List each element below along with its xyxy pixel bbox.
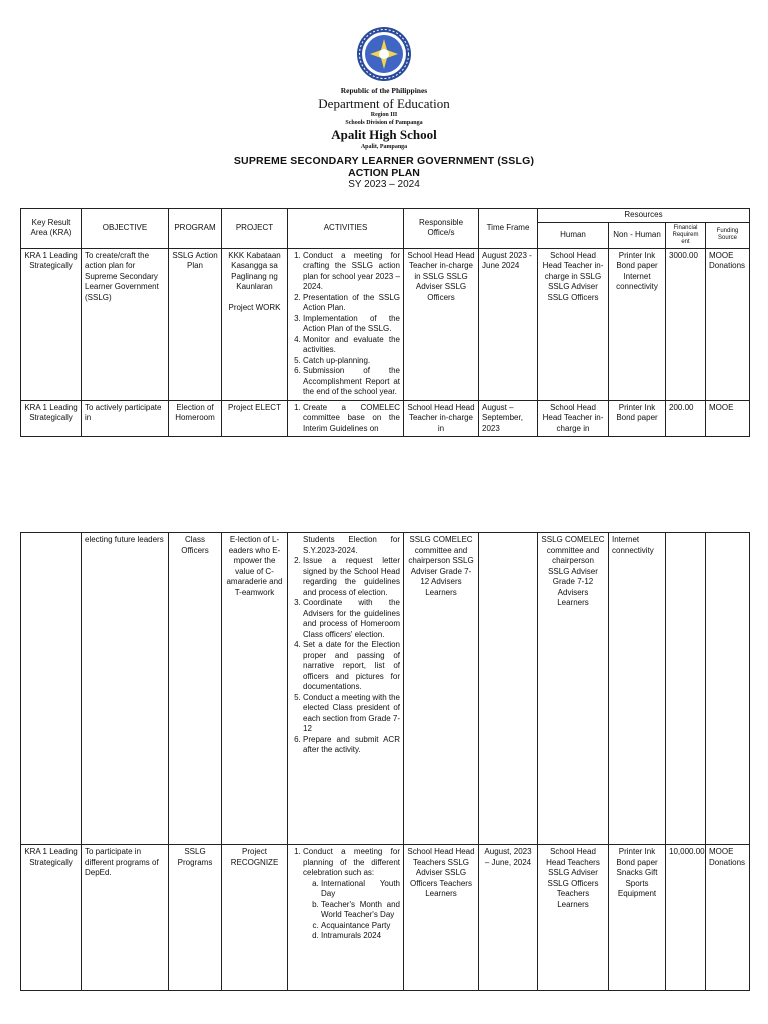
cell-activities	[288, 248, 404, 400]
activity-item	[303, 847, 400, 942]
cell-funding: MOOE	[706, 400, 750, 437]
division-line: Schools Division of Pampanga	[345, 120, 423, 126]
school-name: Apalit High School	[331, 127, 437, 142]
cell-program: Class Officers	[169, 533, 222, 845]
activity-item: 1. Create a COMELEC committee base on the Interim Guidelines on	[303, 403, 400, 435]
cell-program: Election of Homeroom	[169, 400, 222, 437]
cell-kra: KRA 1 Leading Strategically	[21, 248, 82, 400]
cell-financial: 3000.00	[666, 248, 706, 400]
activity-item: 5. Conduct a meeting with the elected Class president of each section from Grade 7-12	[303, 693, 400, 735]
activity-item: 3. Implementation of the Action Plan of the SSLG.	[303, 314, 400, 335]
sub-activity-item: d. Intramurals 2024	[321, 931, 400, 942]
sub-activity-item: b. Teacher's Month and World Teacher's Day	[321, 900, 400, 921]
header-responsible: Responsible Office/s	[404, 209, 479, 249]
sub-activity-item: a. International Youth Day	[321, 879, 400, 900]
document-page-1	[0, 0, 768, 500]
header-objective: OBJECTIVE	[82, 209, 169, 249]
cell-responsible: School Head Head Teacher in-charge in SSLG SSLG Adviser SSLG Officers	[404, 248, 479, 400]
header-nonhuman: Non - Human	[609, 222, 666, 248]
header-financial: Financial Requirem ent	[666, 222, 706, 248]
title-line-2: ACTION PLAN	[348, 167, 420, 179]
cell-objective: To actively participate in	[82, 400, 169, 437]
cell-timeframe	[479, 533, 538, 845]
cell-funding	[706, 533, 750, 845]
table-row	[21, 400, 750, 437]
document-page-2	[0, 500, 768, 1024]
cell-funding: MOOE Donations	[706, 248, 750, 400]
activity-text: Conduct a meeting for planning of the different celebration such as:	[303, 847, 400, 877]
header-activities: ACTIVITIES	[288, 209, 404, 249]
activity-item: 2. Issue a request letter signed by the School Head regarding the guidelines and process of election.	[303, 556, 400, 598]
cell-nonhuman: Printer Ink Bond paper Snacks Gift Sports Equipment	[609, 845, 666, 991]
table-row	[21, 533, 750, 845]
cell-project: E-lection of L-eaders who E-mpower the value of C-amaraderie and T-eamwork	[222, 533, 288, 845]
cell-financial	[666, 533, 706, 845]
cell-responsible: School Head Head Teachers SSLG Adviser SSLG Officers Teachers Learners	[404, 845, 479, 991]
cell-project: Project RECOGNIZE	[222, 845, 288, 991]
cell-program: SSLG Action Plan	[169, 248, 222, 400]
school-location: Apalit, Pampanga	[360, 144, 408, 150]
cell-project: Project ELECT	[222, 400, 288, 437]
cell-nonhuman: Internet connectivity	[609, 533, 666, 845]
activity-item: 4. Set a date for the Election proper and passing of narrative report, list of officers and pictures for documentations.	[303, 640, 400, 693]
cell-timeframe: August – September, 2023	[479, 400, 538, 437]
letterhead	[0, 26, 768, 151]
header-human: Human	[538, 222, 609, 248]
header-project: PROJECT	[222, 209, 288, 249]
cell-activities	[288, 400, 404, 437]
cell-financial: 10,000.00	[666, 845, 706, 991]
header-program: PROGRAM	[169, 209, 222, 249]
cell-kra: KRA 1 Leading Strategically	[21, 400, 82, 437]
action-plan-table-page-2	[20, 532, 750, 991]
cell-objective: To participate in different programs of DepEd.	[82, 845, 169, 991]
document-titles	[0, 155, 768, 191]
region-line: Region III	[370, 112, 398, 118]
cell-responsible: School Head Head Teacher in-charge in	[404, 400, 479, 437]
cell-funding: MOOE Donations	[706, 845, 750, 991]
school-year: SY 2023 – 2024	[348, 179, 420, 190]
department-line: Department of Education	[318, 96, 450, 111]
cell-project	[222, 248, 288, 400]
cell-responsible: SSLG COMELEC committee and chairperson SSLG Adviser Grade 7-12 Advisers Learners	[404, 533, 479, 845]
cell-human: School Head Head Teacher in-charge in SSLG SSLG Adviser SSLG Officers	[538, 248, 609, 400]
cell-financial: 200.00	[666, 400, 706, 437]
activity-item: 4. Monitor and evaluate the activities.	[303, 335, 400, 356]
cell-kra: KRA 1 Leading Strategically	[21, 845, 82, 991]
cell-objective: electing future leaders	[82, 533, 169, 845]
cell-kra	[21, 533, 82, 845]
deped-seal-icon	[356, 26, 412, 82]
republic-line: Republic of the Philippines	[340, 86, 428, 95]
activity-item: 2. Presentation of the SSLG Action Plan.	[303, 293, 400, 314]
project-name: KKK Kabataan Kasangga sa Paglinang ng Kaunlaran	[228, 250, 281, 291]
cell-program: SSLG Programs	[169, 845, 222, 991]
cell-activities	[288, 845, 404, 991]
cell-human: SSLG COMELEC committee and chairperson SSLG Adviser Grade 7-12 Advisers Learners	[538, 533, 609, 845]
header-timeframe: Time Frame	[479, 209, 538, 249]
table-row	[21, 845, 750, 991]
activity-item: 6. Prepare and submit ACR after the activity.	[303, 735, 400, 756]
activity-continued: Students Election for S.Y.2023-2024.	[303, 535, 400, 555]
table-row	[21, 248, 750, 400]
cell-timeframe: August 2023 - June 2024	[479, 248, 538, 400]
cell-objective: To create/craft the action plan for Supreme Secondary Learner Government (SSLG)	[82, 248, 169, 400]
activity-item: 6. Submission of the Accomplishment Report at the end of the school year.	[303, 366, 400, 398]
cell-timeframe: August, 2023 – June, 2024	[479, 845, 538, 991]
project-name: Project WORK	[228, 303, 281, 312]
cell-nonhuman: Printer Ink Bond paper Internet connectivity	[609, 248, 666, 400]
action-plan-table-page-1	[20, 208, 750, 437]
activity-item: 1. Conduct a meeting for crafting the SSLG action plan for school year 2023 – 2024.	[303, 251, 400, 293]
cell-nonhuman: Printer Ink Bond paper	[609, 400, 666, 437]
sub-activity-item: c. Acquaintance Party	[321, 921, 400, 932]
cell-activities	[288, 533, 404, 845]
header-kra: Key Result Area (KRA)	[21, 209, 82, 249]
header-funding: Funding Source	[706, 222, 750, 248]
cell-human: School Head Head Teachers SSLG Adviser SSLG Officers Teachers Learners	[538, 845, 609, 991]
activity-item: 5. Catch up-planning.	[303, 356, 400, 367]
title-line-1: SUPREME SECONDARY LEARNER GOVERNMENT (SSLG)	[233, 155, 535, 167]
header-resources: Resources	[538, 209, 750, 223]
activity-item: 3. Coordinate with the Advisers for the guidelines and process of Homeroom Class officers' election.	[303, 598, 400, 640]
cell-human: School Head Head Teacher in-charge in	[538, 400, 609, 437]
